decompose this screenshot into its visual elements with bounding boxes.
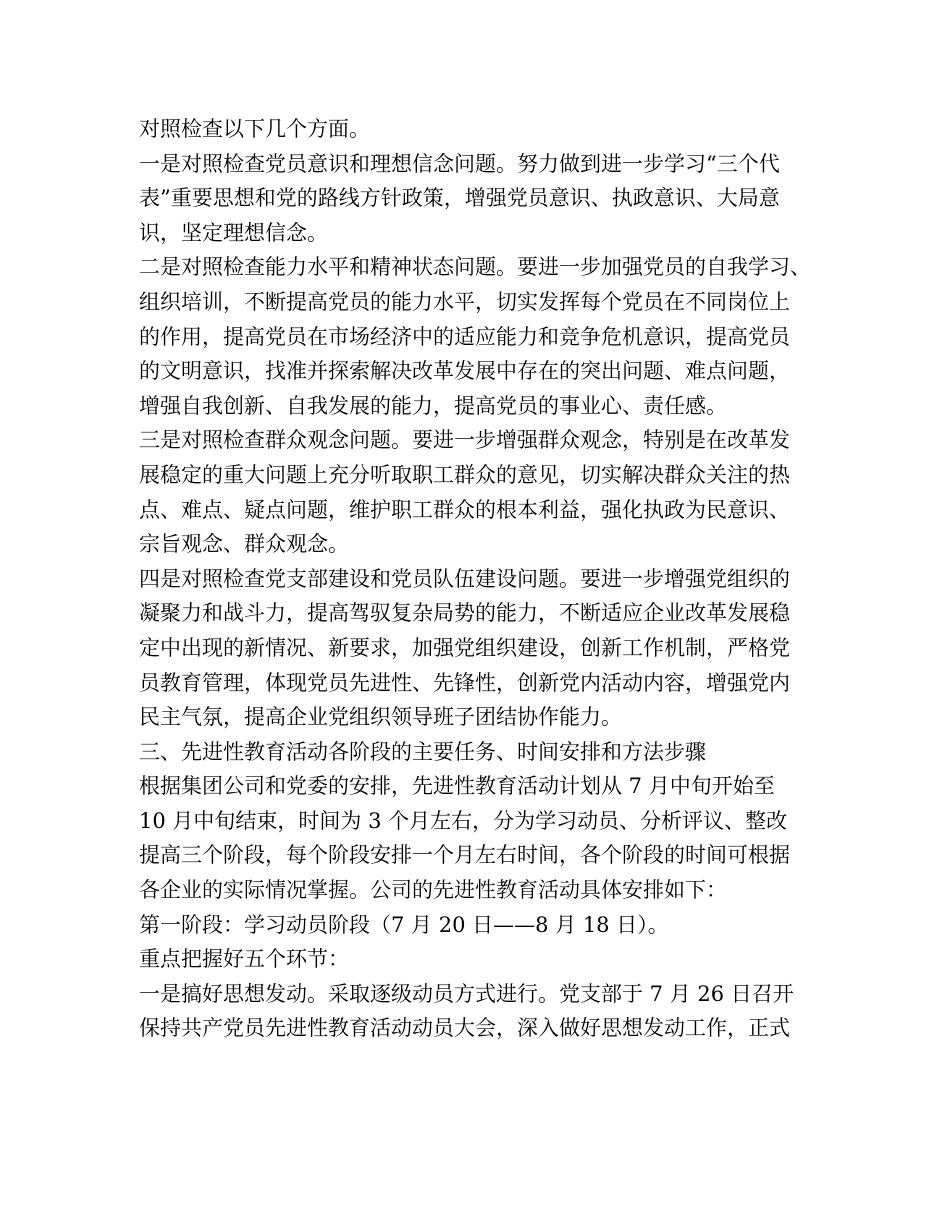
text-line: 一是对照检查党员意识和理想信念问题。努力做到进一步学习“三个代 (139, 151, 780, 176)
text-line: 四是对照检查党支部建设和党员队伍建设问题。要进一步增强党组织的 (139, 566, 790, 591)
text-line: 保持共产党员先进性教育活动动员大会，深入做好思想发动工作，正式 (139, 1016, 790, 1041)
text-line: 各企业的实际情况掌握。公司的先进性教育活动具体安排如下： (139, 878, 727, 903)
text-line: 的文明意识，找准并探索解决改革发展中存在的突出问题、难点问题， (139, 359, 790, 384)
text-line: 展稳定的重大问题上充分听取职工群众的意见，切实解决群众关注的热 (139, 462, 790, 487)
text-line: 提高三个阶段，每个阶段安排一个月左右时间，各个阶段的时间可根据 (139, 843, 790, 868)
stage-heading: 第一阶段：学习动员阶段（7 月 20 日——8 月 18 日）。 (139, 912, 669, 937)
section-heading: 三、先进性教育活动各阶段的主要任务、时间安排和方法步骤 (139, 739, 706, 764)
text-line: 凝聚力和战斗力，提高驾驭复杂局势的能力，不断适应企业改革发展稳 (139, 601, 790, 626)
text-line: 点、难点、疑点问题，维护职工群众的根本利益，强化执政为民意识、 (139, 497, 790, 522)
text-line: 根据集团公司和党委的安排，先进性教育活动计划从 7 月中旬开始至 (139, 774, 775, 799)
text-line: 三是对照检查群众观念问题。要进一步增强群众观念，特别是在改革发 (139, 428, 790, 453)
text-line: 定中出现的新情况、新要求，加强党组织建设，创新工作机制，严格党 (139, 635, 790, 660)
text-line: 对照检查以下几个方面。 (139, 117, 370, 141)
text-line: 10 月中旬结束，时间为 3 个月左右，分为学习动员、分析评议、整改 (139, 808, 788, 833)
text-line: 组织培训，不断提高党员的能力水平，切实发挥每个党员在不同岗位上 (139, 289, 790, 314)
text-line: 民主气氛，提高企业党组织领导班子团结协作能力。 (139, 705, 622, 730)
text-line: 重点把握好五个环节： (139, 947, 349, 972)
text-line: 一是搞好思想发动。采取逐级动员方式进行。党支部于 7 月 26 日召开 (139, 981, 794, 1006)
text-line: 二是对照检查能力水平和精神状态问题。要进一步加强党员的自我学习、 (139, 255, 811, 280)
text-line: 的作用，提高党员在市场经济中的适应能力和竞争危机意识，提高党员 (139, 324, 790, 349)
text-line: 增强自我创新、自我发展的能力，提高党员的事业心、责任感。 (139, 393, 727, 418)
text-line: 员教育管理，体现党员先进性、先锋性，创新党内活动内容，增强党内 (139, 670, 790, 695)
document-body (139, 112, 829, 1046)
text-line: 宗旨观念、群众观念。 (139, 532, 349, 557)
text-line: 表”重要思想和党的路线方针政策，增强党员意识、执政意识、大局意 (139, 186, 780, 211)
text-line: 识，坚定理想信念。 (139, 220, 328, 245)
